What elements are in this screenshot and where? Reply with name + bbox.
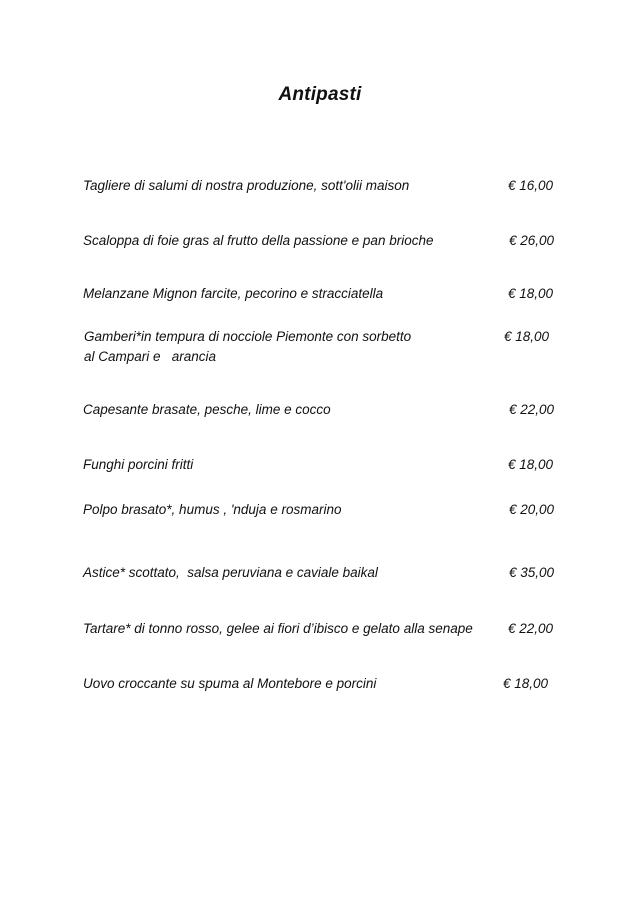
menu-item-description: Gamberi*in tempura di nocciole Piemonte con sorbetto (84, 329, 412, 344)
menu-item-description: Astice* scottato, salsa peruviana e caviale baikal (83, 565, 378, 580)
menu-item-price: € 18,00 (508, 286, 554, 301)
menu-item-price: € 18,00 (503, 676, 549, 691)
menu-item-price: € 26,00 (509, 233, 555, 248)
menu-item-price: € 22,00 (508, 621, 554, 636)
menu-item-description: Tartare* di tonno rosso, gelee ai fiori d’ibisco e gelato alla senape (83, 621, 473, 636)
menu-item-description-line2: al Campari e arancia (84, 349, 217, 364)
menu-item-price: € 20,00 (509, 502, 555, 517)
menu-item-price: € 18,00 (508, 457, 554, 472)
menu-item-description: Capesante brasate, pesche, lime e cocco (83, 402, 331, 417)
menu-item-description: Scaloppa di foie gras al frutto della passione e pan brioche (83, 233, 434, 248)
menu-item-description: Tagliere di salumi di nostra produzione, sott'olii maison (83, 178, 410, 193)
menu-item-description: Funghi porcini fritti (83, 457, 194, 472)
menu-item-price: € 18,00 (504, 329, 550, 344)
menu-item-description: Uovo croccante su spuma al Montebore e porcini (83, 676, 377, 691)
menu-item-description: Polpo brasato*, humus , 'nduja e rosmarino (83, 502, 342, 517)
menu-item-price: € 16,00 (508, 178, 554, 193)
menu-item-price: € 35,00 (509, 565, 555, 580)
menu-title: Antipasti (278, 84, 362, 105)
menu-item-price: € 22,00 (509, 402, 555, 417)
menu-item-description: Melanzane Mignon farcite, pecorino e stracciatella (83, 286, 384, 301)
